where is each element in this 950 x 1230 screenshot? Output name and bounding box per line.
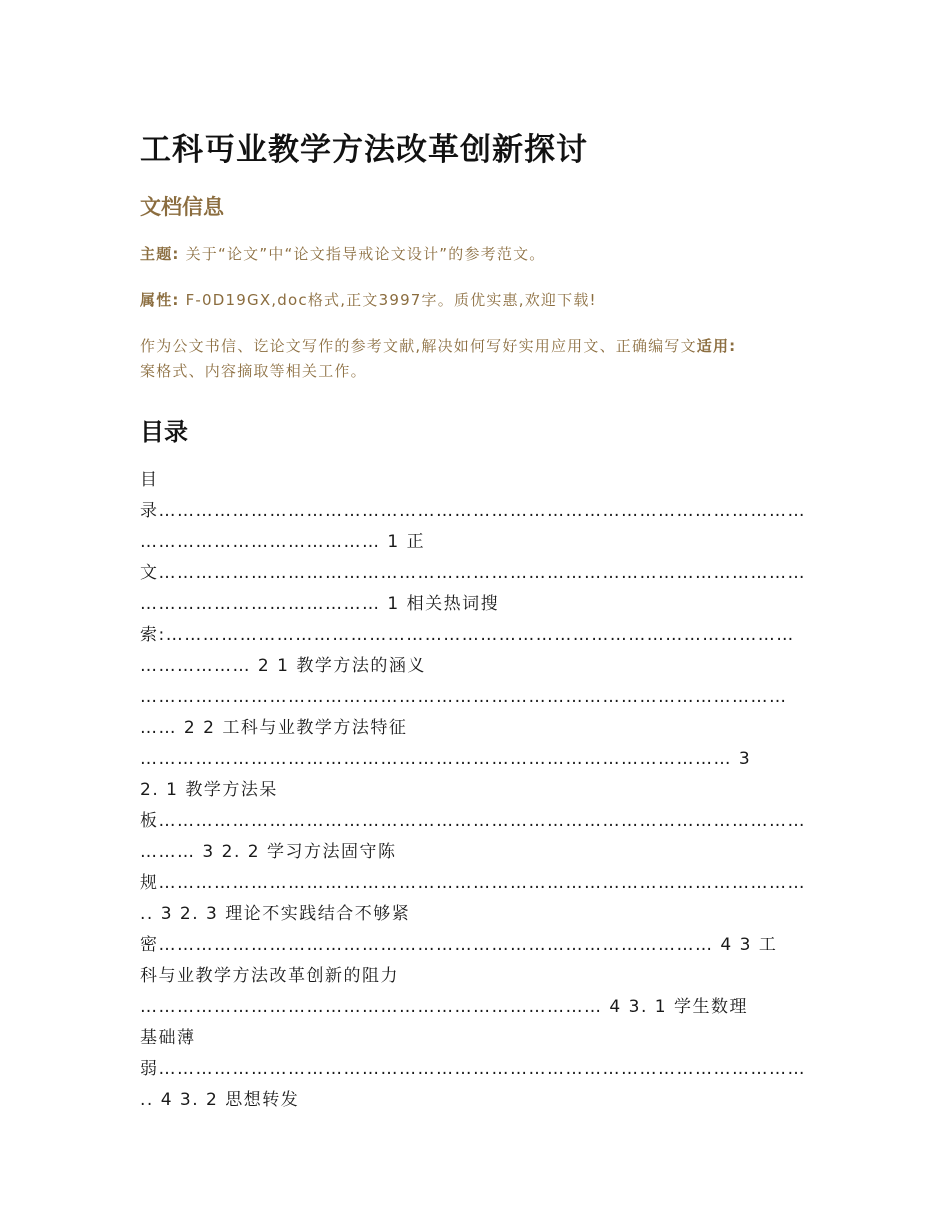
toc-line: …… 2 2 工科与业教学方法特征 bbox=[140, 718, 408, 738]
document-title: 工科丏业教学方法改革创新探讨 bbox=[140, 132, 588, 168]
toc-line: 基础薄 bbox=[140, 1028, 196, 1048]
subject-label: 主题: bbox=[140, 245, 180, 263]
attribute-line bbox=[140, 288, 812, 313]
toc-line: 密……………………………………………………………………………… 4 3 工 bbox=[140, 935, 778, 955]
toc-line: ……………… 2 1 教学方法的涵义 bbox=[140, 656, 426, 676]
toc-line: ………………………………………………………………… 4 3. 1 学生数理 bbox=[140, 997, 748, 1017]
toc-line: ……… 3 2. 2 学习方法固守陈 bbox=[140, 842, 397, 862]
toc-line: .. 3 2. 3 理论不实践结合不够紧 bbox=[140, 904, 411, 924]
toc-line: 索:………………………………………………………………………………………… bbox=[140, 625, 795, 645]
toc-line: 文…………………………………………………………………………………………… bbox=[140, 563, 806, 583]
subject-text: 关于“论文”中“论文指导戒论文设计”的参考范文。 bbox=[185, 245, 546, 263]
toc-line: 录…………………………………………………………………………………………… bbox=[140, 501, 806, 521]
toc-line: 板…………………………………………………………………………………………… bbox=[140, 811, 806, 831]
usage-text-part2: 案格式、内容摘取等相关工作。 bbox=[140, 362, 367, 380]
toc-line: ………………………………… 1 相关热词搜 bbox=[140, 594, 500, 614]
usage-text-part1: 作为公文书信、讫论文写作的参考文献,解决如何写好实用应用文、正确编写文 bbox=[140, 337, 697, 355]
usage-label: 适用: bbox=[696, 337, 737, 355]
toc-heading: 目录 bbox=[140, 418, 188, 446]
doc-info-heading: 文档信息 bbox=[140, 195, 224, 219]
toc-line: ………………………………… 1 正 bbox=[140, 532, 426, 552]
toc-line: 科与业教学方法改革创新的阻力 bbox=[140, 966, 399, 986]
toc-line: 2. 1 教学方法呆 bbox=[140, 780, 278, 800]
subject-line bbox=[140, 242, 812, 267]
toc-body bbox=[140, 465, 812, 1116]
toc-line: 弱…………………………………………………………………………………………… bbox=[140, 1059, 806, 1079]
toc-line: …………………………………………………………………………………………… bbox=[140, 687, 788, 707]
usage-line bbox=[140, 334, 812, 384]
attribute-text: F-0D19GX,doc格式,正文3997字。质优实惠,欢迎下载! bbox=[185, 291, 597, 309]
toc-line: 规…………………………………………………………………………………………… bbox=[140, 873, 806, 893]
attribute-label: 属性: bbox=[140, 291, 180, 309]
toc-line: .. 4 3. 2 思想转发 bbox=[140, 1090, 300, 1110]
toc-line: …………………………………………………………………………………… 3 bbox=[140, 749, 752, 769]
toc-line: 目 bbox=[140, 470, 159, 490]
